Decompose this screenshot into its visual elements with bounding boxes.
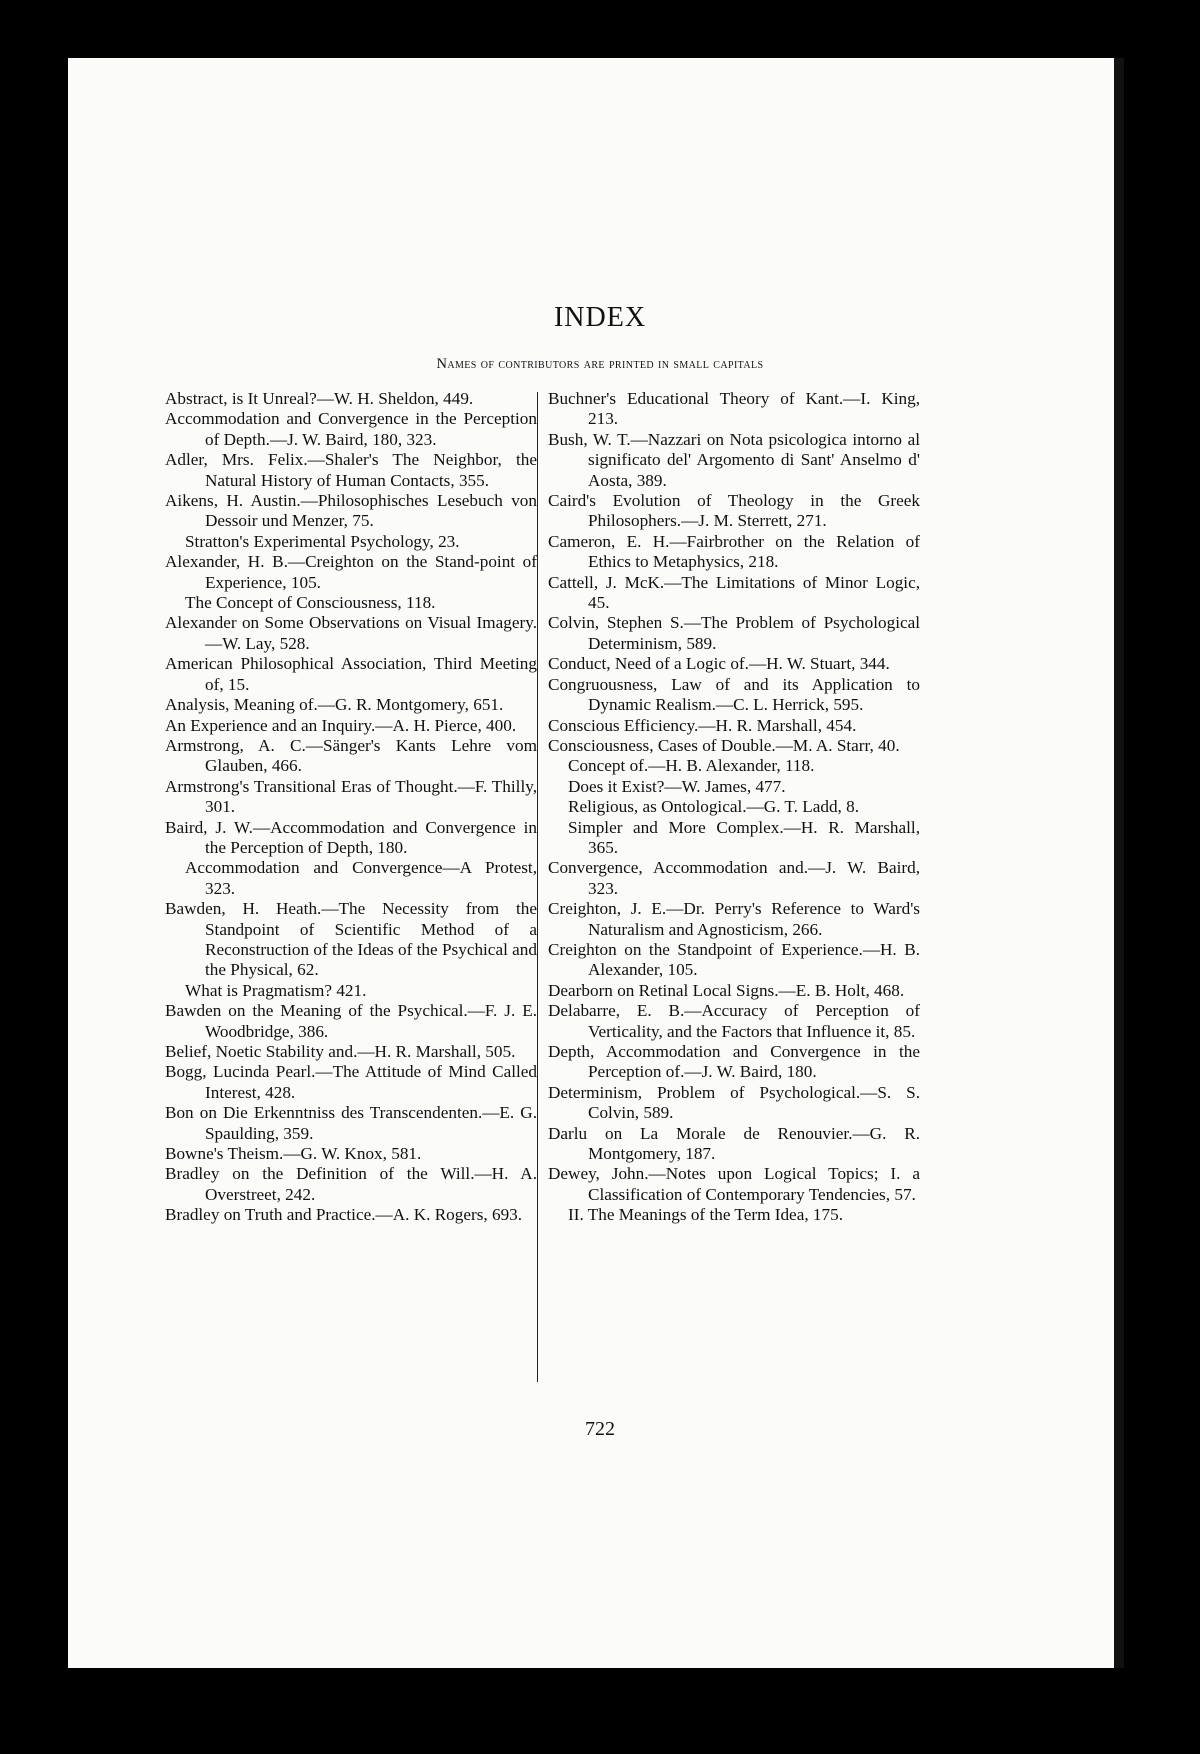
index-subtitle: Names of contributors are printed in small capitals xyxy=(436,356,764,372)
index-entry: Alexander on Some Observations on Visual Imagery.—W. Lay, 528. xyxy=(165,613,537,653)
page-title: INDEX xyxy=(553,302,647,333)
index-entry: Adler, Mrs. Felix.—Shaler's The Neighbor, the Natural History of Human Contacts, 355. xyxy=(165,450,537,490)
index-entry: Analysis, Meaning of.—G. R. Montgomery, 651. xyxy=(165,695,504,715)
index-entry: Dearborn on Retinal Local Signs.—E. B. Holt, 468. xyxy=(548,980,905,1000)
index-entry: Accommodation and Convergence—A Protest, 323. xyxy=(185,858,537,898)
index-entry: Caird's Evolution of Theology in the Greek Philosophers.—J. M. Sterrett, 271. xyxy=(548,491,920,531)
index-entry: Aikens, H. Austin.—Philosophisches Lesebuch von Dessoir und Menzer, 75. xyxy=(165,491,537,531)
index-entry: Creighton, J. E.—Dr. Perry's Reference to Ward's Naturalism and Agnosticism, 266. xyxy=(548,899,920,939)
index-entry: An Experience and an Inquiry.—A. H. Pierce, 400. xyxy=(165,715,517,735)
index-entry: Colvin, Stephen S.—The Problem of Psychological Determinism, 589. xyxy=(548,613,920,653)
index-entry: What is Pragmatism? 421. xyxy=(185,980,367,1000)
index-entry: Bogg, Lucinda Pearl.—The Attitude of Mind Called Interest, 428. xyxy=(165,1062,537,1102)
index-entry: Congruousness, Law of and its Application to Dynamic Realism.—C. L. Herrick, 595. xyxy=(548,674,920,715)
index-entry: Delabarre, E. B.—Accuracy of Perception of Verticality, and the Factors that Influence it, 85. xyxy=(548,1001,920,1041)
index-column-right xyxy=(548,389,920,1226)
index-entry: American Philosophical Association, Third Meeting of, 15. xyxy=(165,654,537,694)
index-entry: Armstrong, A. C.—Sänger's Kants Lehre vom Glauben, 466. xyxy=(165,735,537,776)
index-entry: Buchner's Educational Theory of Kant.—I. King, 213. xyxy=(548,389,920,429)
index-entry: Bawden, H. Heath.—The Necessity from the Standpoint of Scientific Method of a Reconstruction of the Ideas of the Psychical and the Physical, 62. xyxy=(165,899,537,980)
index-entry: Armstrong's Transitional Eras of Thought.—F. Thilly, 301. xyxy=(165,776,537,817)
index-entry: Stratton's Experimental Psychology, 23. xyxy=(185,531,460,551)
index-entry: Convergence, Accommodation and.—J. W. Baird, 323. xyxy=(548,858,920,898)
index-entry: Bon on Die Erkenntniss des Transcendenten.—E. G. Spaulding, 359. xyxy=(165,1103,537,1143)
index-entry: Simpler and More Complex.—H. R. Marshall, 365. xyxy=(568,817,920,857)
index-entry: Bradley on Truth and Practice.—A. K. Rogers, 693. xyxy=(165,1205,523,1225)
page-number: 722 xyxy=(585,1418,615,1440)
index-entry: Abstract, is It Unreal?—W. H. Sheldon, 449. xyxy=(165,389,474,408)
index-entry: Dewey, John.—Notes upon Logical Topics; I. a Classification of Contemporary Tendencies, 57. xyxy=(548,1164,920,1204)
index-entry: Bush, W. T.—Nazzari on Nota psicologica intorno al significato del' Argomento di Sant' Anselmo d' Aosta, 389. xyxy=(548,429,920,490)
index-entry: Alexander, H. B.—Creighton on the Stand-point of Experience, 105. xyxy=(165,552,537,592)
index-entry: Baird, J. W.—Accommodation and Convergence in the Perception of Depth, 180. xyxy=(165,817,537,857)
index-entry: Depth, Accommodation and Convergence in the Perception of.—J. W. Baird, 180. xyxy=(548,1042,920,1082)
index-column-left xyxy=(165,389,537,1226)
index-entry: Concept of.—H. B. Alexander, 118. xyxy=(568,756,815,776)
index-entry: Accommodation and Convergence in the Perception of Depth.—J. W. Baird, 180, 323. xyxy=(165,409,537,449)
index-entry: Does it Exist?—W. James, 477. xyxy=(568,776,786,796)
index-entry: Conscious Efficiency.—H. R. Marshall, 454. xyxy=(548,715,857,735)
index-entry: Belief, Noetic Stability and.—H. R. Marshall, 505. xyxy=(165,1042,516,1061)
index-entry: Cameron, E. H.—Fairbrother on the Relation of Ethics to Metaphysics, 218. xyxy=(548,531,920,572)
index-entry: II. The Meanings of the Term Idea, 175. xyxy=(568,1205,843,1225)
index-entry: Conduct, Need of a Logic of.—H. W. Stuart, 344. xyxy=(548,654,890,674)
index-entry: Bawden on the Meaning of the Psychical.—F. J. E. Woodbridge, 386. xyxy=(165,1001,537,1041)
index-entry: Determinism, Problem of Psychological.—S. S. Colvin, 589. xyxy=(548,1082,920,1123)
column-divider xyxy=(537,392,538,1382)
index-entry: Religious, as Ontological.—G. T. Ladd, 8. xyxy=(568,797,860,817)
index-entry: Consciousness, Cases of Double.—M. A. Starr, 40. xyxy=(548,735,900,755)
index-entry: Creighton on the Standpoint of Experience.—H. B. Alexander, 105. xyxy=(548,939,920,980)
index-entry: The Concept of Consciousness, 118. xyxy=(185,593,436,613)
index-entry: Bradley on the Definition of the Will.—H. A. Overstreet, 242. xyxy=(165,1164,537,1204)
index-entry: Bowne's Theism.—G. W. Knox, 581. xyxy=(165,1144,422,1164)
index-entry: Cattell, J. McK.—The Limitations of Minor Logic, 45. xyxy=(548,572,920,613)
index-entry: Darlu on La Morale de Renouvier.—G. R. Montgomery, 187. xyxy=(548,1123,920,1164)
